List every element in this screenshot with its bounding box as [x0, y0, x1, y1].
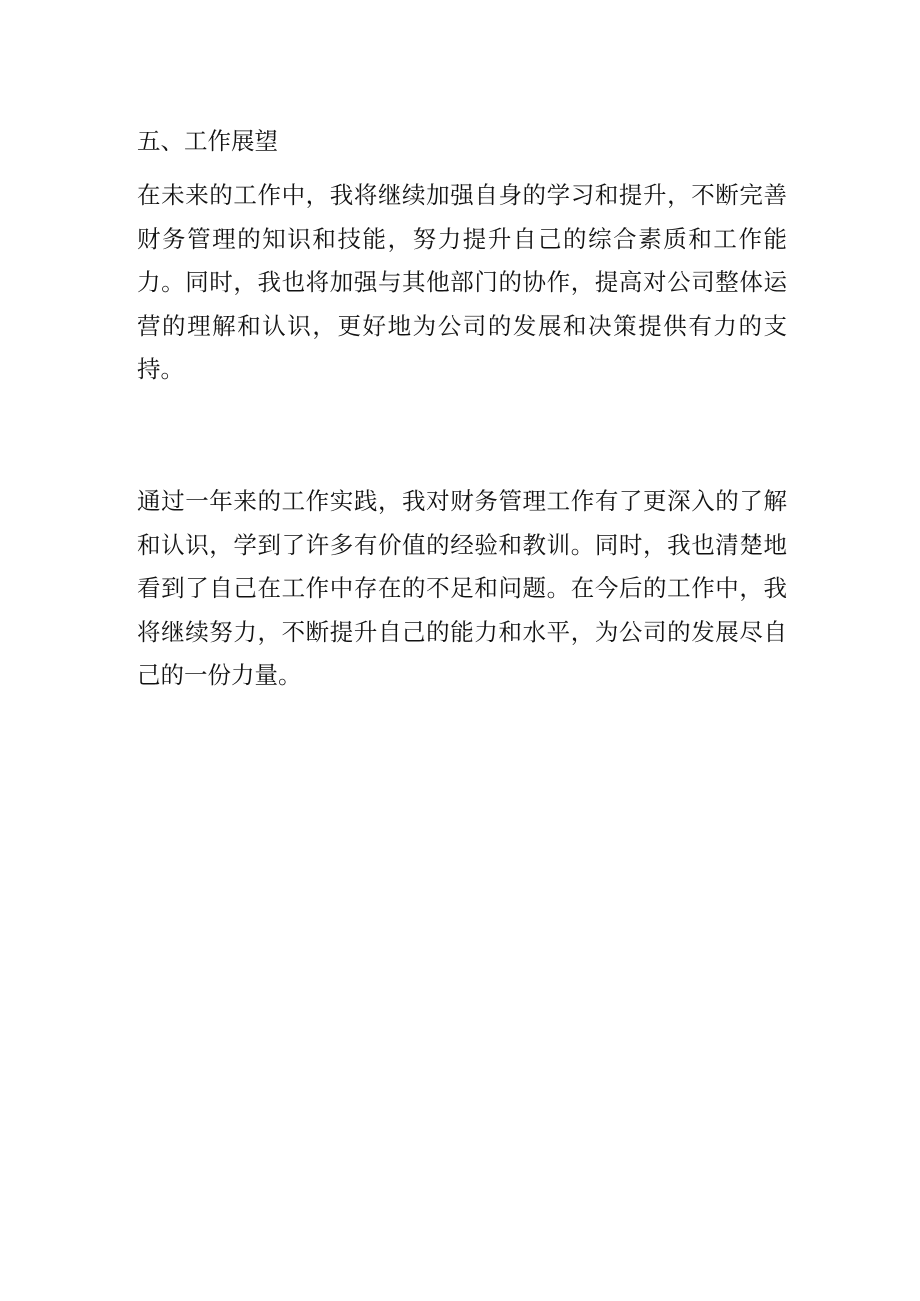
paragraph-conclusion: 通过一年来的工作实践，我对财务管理工作有了更深入的了解和认识，学到了许多有价值的经验和教训。同时，我也清楚地看到了自己在工作中存在的不足和问题。在今后的工作中，我将继续努力，不断提升自己的能力和水平，为公司的发展尽自己的一份力量。 — [137, 487, 787, 689]
paragraph-work-outlook: 在未来的工作中，我将继续加强自身的学习和提升，不断完善财务管理的知识和技能，努力提升自己的综合素质和工作能力。同时，我也将加强与其他部门的协作，提高对公司整体运营的理解和认识，更好地为公司的发展和决策提供有力的支持。 — [137, 181, 787, 383]
section-heading: 五、工作展望 — [137, 127, 278, 155]
